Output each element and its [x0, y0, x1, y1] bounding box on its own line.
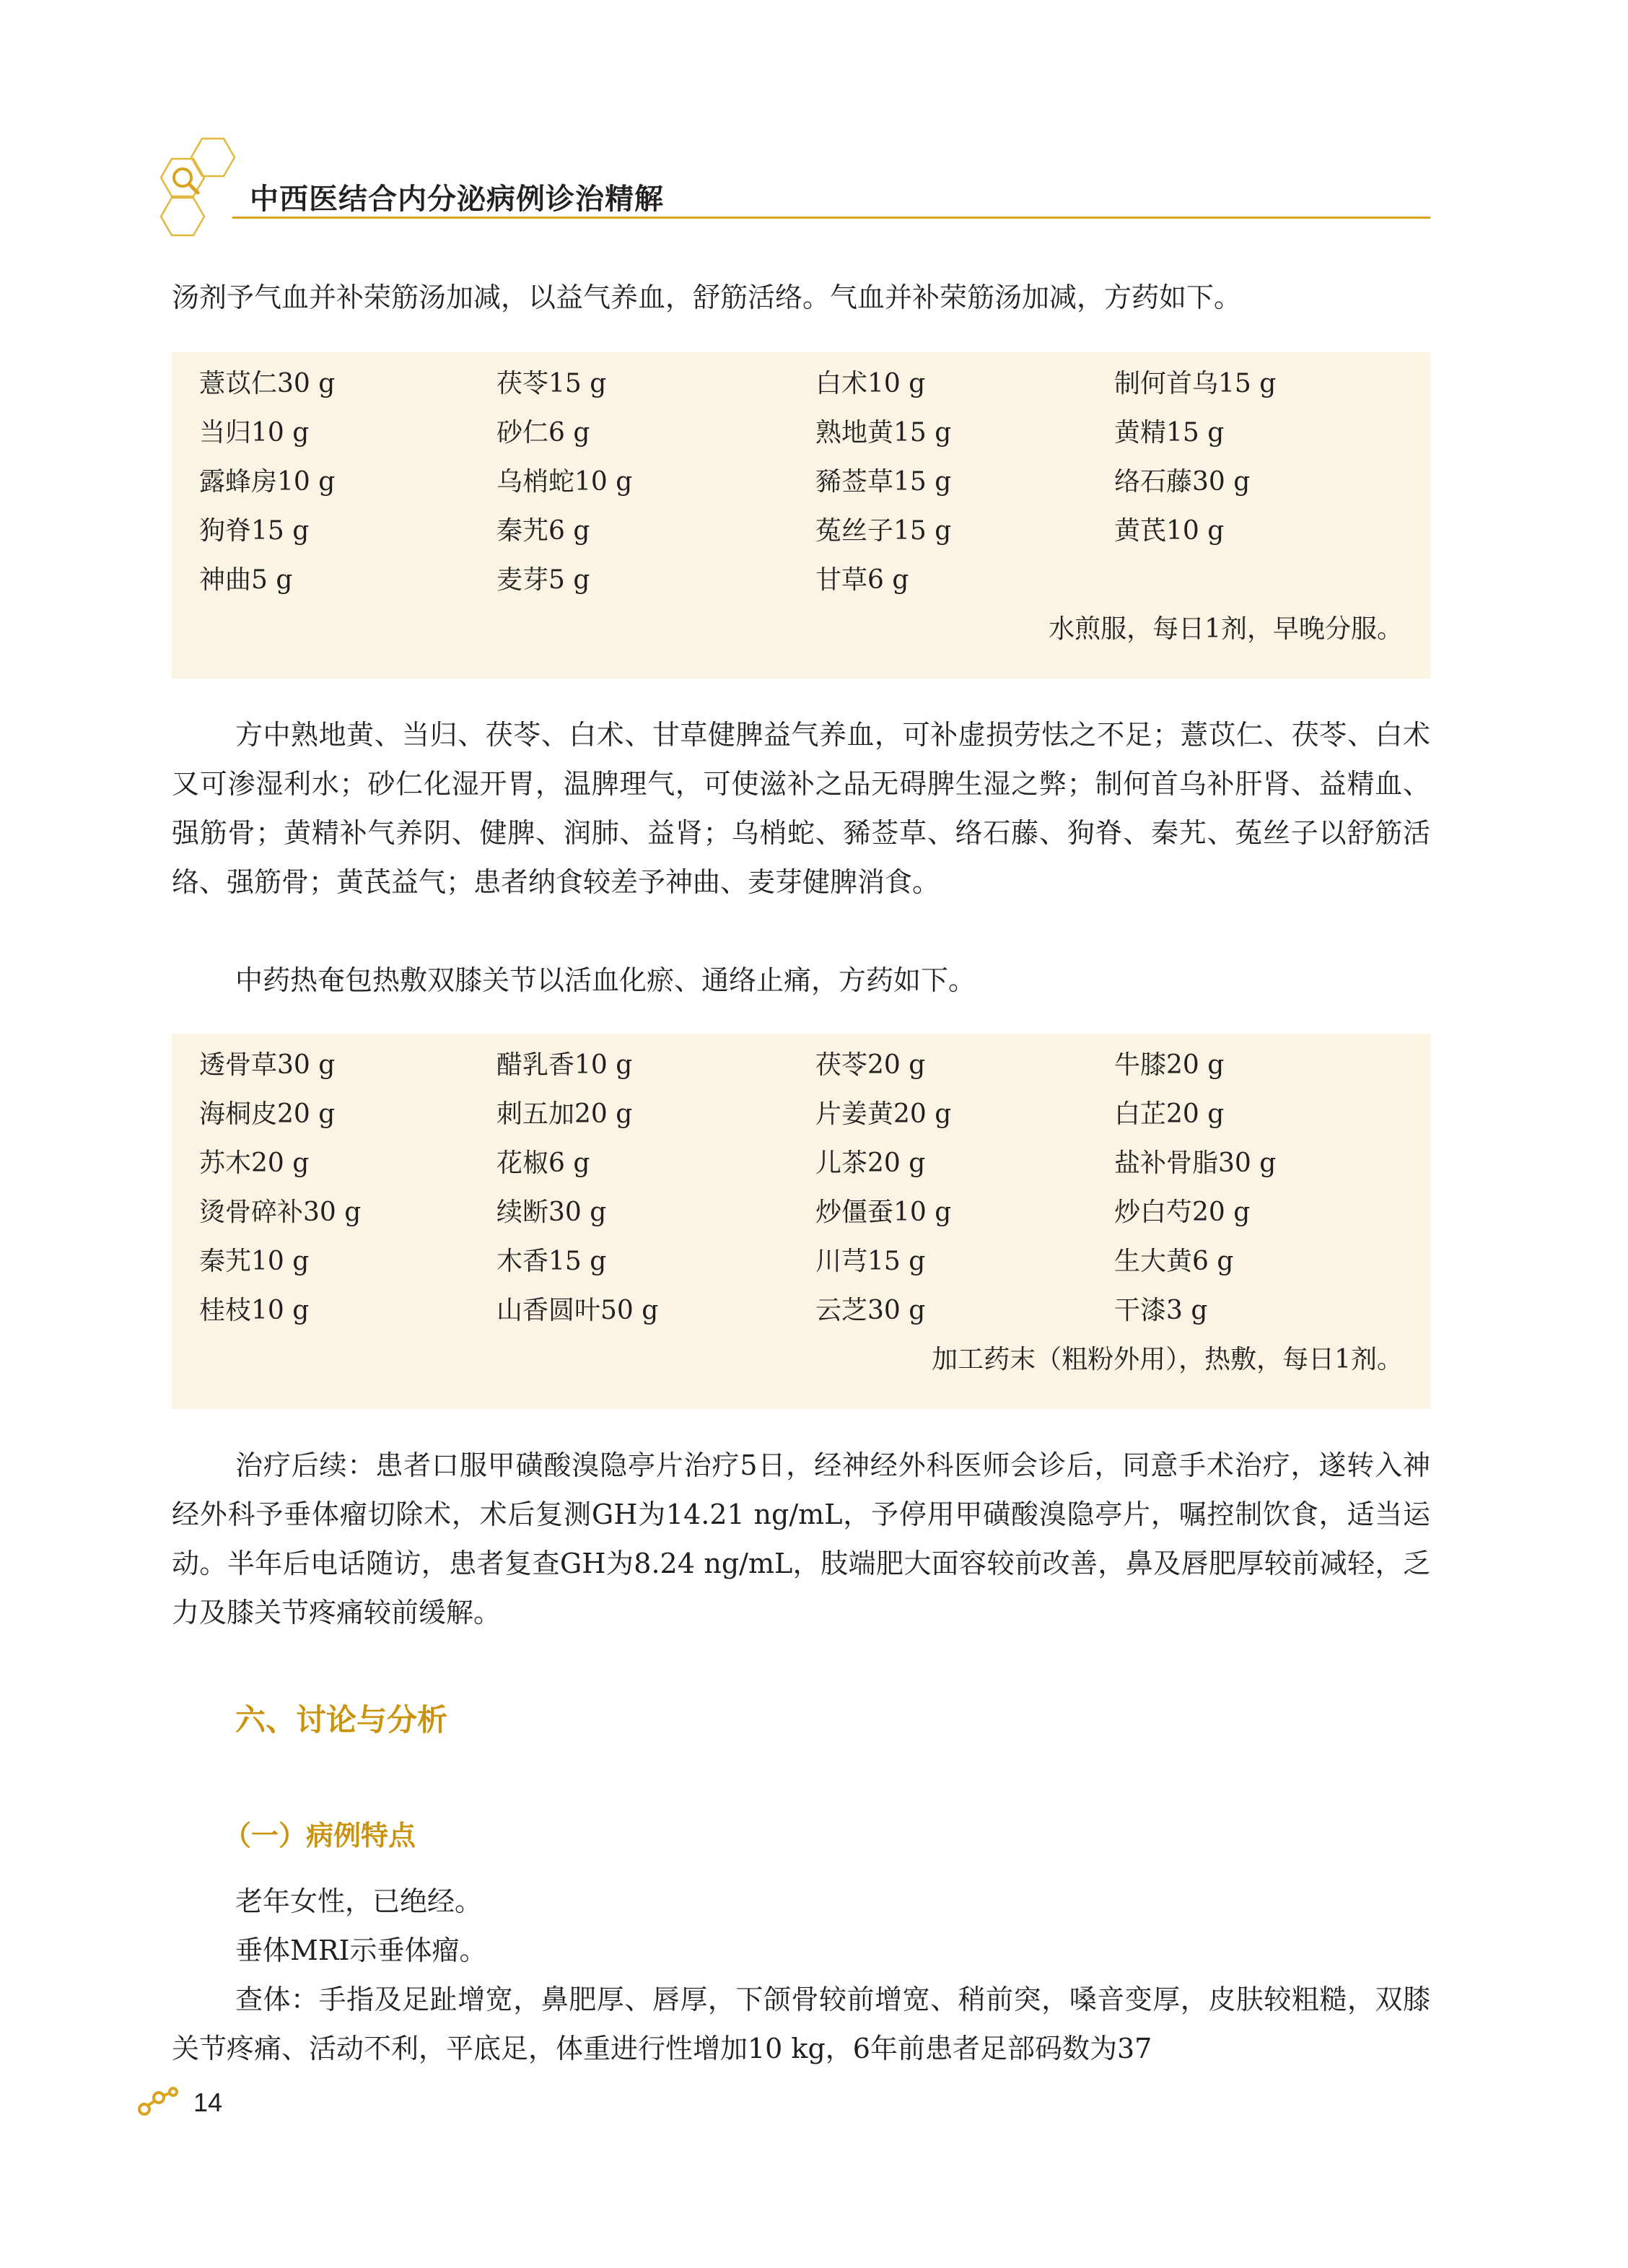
herb-item: 白术10 g [815, 369, 926, 398]
herb-item: 透骨草30 g [199, 1050, 336, 1080]
subsection-heading-case-features: （一）病例特点 [224, 1820, 416, 1852]
herb-item: 续断30 g [496, 1198, 607, 1227]
followup-paragraph: 治疗后续：患者口服甲磺酸溴隐亭片治疗5日，经神经外科医师会诊后，同意手术治疗，遂转入神经外科予垂体瘤切除术，术后复测GH为14.21 ng/mL，予停用甲磺酸溴隐亭片，嘱控制饮食，适当运动。半年后电话随访，患者复查GH为8.24 ng/mL，肢端肥大面容较前改善，鼻及唇肥厚较前减轻，乏力及膝关节疼痛较前缓解。 [172, 1449, 1430, 1628]
herb-item: 神曲5 g [199, 565, 293, 595]
herb-item: 生大黄6 g [1114, 1247, 1234, 1276]
herb-item: 制何首乌15 g [1114, 369, 1277, 398]
prescription-1-note: 水煎服，每日1剂，早晚分服。 [1049, 614, 1403, 644]
herb-item: 豨莶草15 g [815, 467, 952, 497]
page-number: 14 [193, 2088, 223, 2117]
herb-item: 山香圆叶50 g [496, 1296, 659, 1325]
compress-paragraph: 中药热奄包热敷双膝关节以活血化瘀、通络止痛，方药如下。 [235, 964, 976, 996]
herb-item: 菟丝子15 g [815, 516, 952, 546]
running-header-title: 中西医结合内分泌病例诊治精解 [250, 183, 664, 216]
herb-item: 桂枝10 g [199, 1296, 310, 1325]
prescription-2-note: 加工药末（粗粉外用），热敷，每日1剂。 [932, 1345, 1403, 1374]
case-line-2: 垂体MRI示垂体瘤。 [235, 1935, 487, 1966]
herb-item: 炒僵蚕10 g [815, 1198, 952, 1227]
herb-item: 儿茶20 g [815, 1148, 926, 1178]
herb-item: 川芎15 g [815, 1247, 926, 1276]
herb-item: 花椒6 g [496, 1148, 590, 1178]
analysis-paragraph: 方中熟地黄、当归、茯苓、白术、甘草健脾益气养血，可补虚损劳怯之不足；薏苡仁、茯苓、白术又可渗湿利水；砂仁化湿开胃，温脾理气，可使滋补之品无碍脾生湿之弊；制何首乌补肝肾、益精血、强筋骨；黄精补气养阴、健脾、润肺、益肾；乌梢蛇、豨莶草、络石藤、狗脊、秦艽、菟丝子以舒筋活络、强筋骨；黄芪益气；患者纳食较差予神曲、麦芽健脾消食。 [172, 719, 1430, 898]
herb-item [1114, 556, 1412, 605]
prescription-box-1 [172, 352, 1430, 679]
herb-item: 露蜂房10 g [199, 467, 336, 497]
herb-item: 黄芪10 g [1114, 516, 1225, 546]
herb-item: 黄精15 g [1114, 418, 1225, 448]
herb-item: 茯苓20 g [815, 1050, 926, 1080]
herb-item: 麦芽5 g [496, 565, 590, 595]
intro-paragraph: 汤剂予气血并补荣筋汤加减，以益气养血，舒筋活络。气血并补荣筋汤加减，方药如下。 [172, 282, 1242, 313]
herb-item: 云芝30 g [815, 1296, 926, 1325]
herb-item: 牛膝20 g [1114, 1050, 1225, 1080]
section-heading-discussion: 六、讨论与分析 [235, 1702, 448, 1737]
herb-item: 甘草6 g [815, 565, 909, 595]
prescription-box-2 [172, 1034, 1430, 1409]
herb-item: 乌梢蛇10 g [496, 467, 633, 497]
prescription-1-grid [199, 359, 1412, 605]
herb-item: 醋乳香10 g [496, 1050, 633, 1080]
herb-item: 白芷20 g [1114, 1099, 1225, 1129]
herb-item: 干漆3 g [1114, 1296, 1208, 1325]
hexagon-magnifier-logo [157, 137, 251, 238]
herb-item: 盐补骨脂30 g [1114, 1148, 1277, 1178]
herb-item: 当归10 g [199, 418, 310, 448]
herb-item: 茯苓15 g [496, 369, 607, 398]
case-line-1: 老年女性，已绝经。 [235, 1885, 483, 1917]
prescription-2-grid [199, 1041, 1412, 1335]
herb-item: 络石藤30 g [1114, 467, 1251, 497]
herb-item: 苏木20 g [199, 1148, 310, 1178]
molecule-footer-icon [137, 2085, 180, 2119]
herb-item: 狗脊15 g [199, 516, 310, 546]
herb-item: 烫骨碎补30 g [199, 1198, 362, 1227]
header-rule [232, 217, 1430, 219]
herb-item: 秦艽6 g [496, 516, 590, 546]
exam-paragraph: 查体：手指及足趾增宽，鼻肥厚、唇厚，下颌骨较前增宽、稍前突，嗓音变厚，皮肤较粗糙，双膝关节疼痛、活动不利，平底足，体重进行性增加10 kg，6年前患者足部码数为37 [172, 1984, 1430, 2064]
herb-item: 秦艽10 g [199, 1247, 310, 1276]
herb-item: 炒白芍20 g [1114, 1198, 1251, 1227]
herb-item: 熟地黄15 g [815, 418, 952, 448]
herb-item: 薏苡仁30 g [199, 369, 336, 398]
herb-item: 片姜黄20 g [815, 1099, 952, 1129]
herb-item: 木香15 g [496, 1247, 607, 1276]
herb-item: 海桐皮20 g [199, 1099, 336, 1129]
herb-item: 砂仁6 g [496, 418, 590, 448]
herb-item: 刺五加20 g [496, 1099, 633, 1129]
